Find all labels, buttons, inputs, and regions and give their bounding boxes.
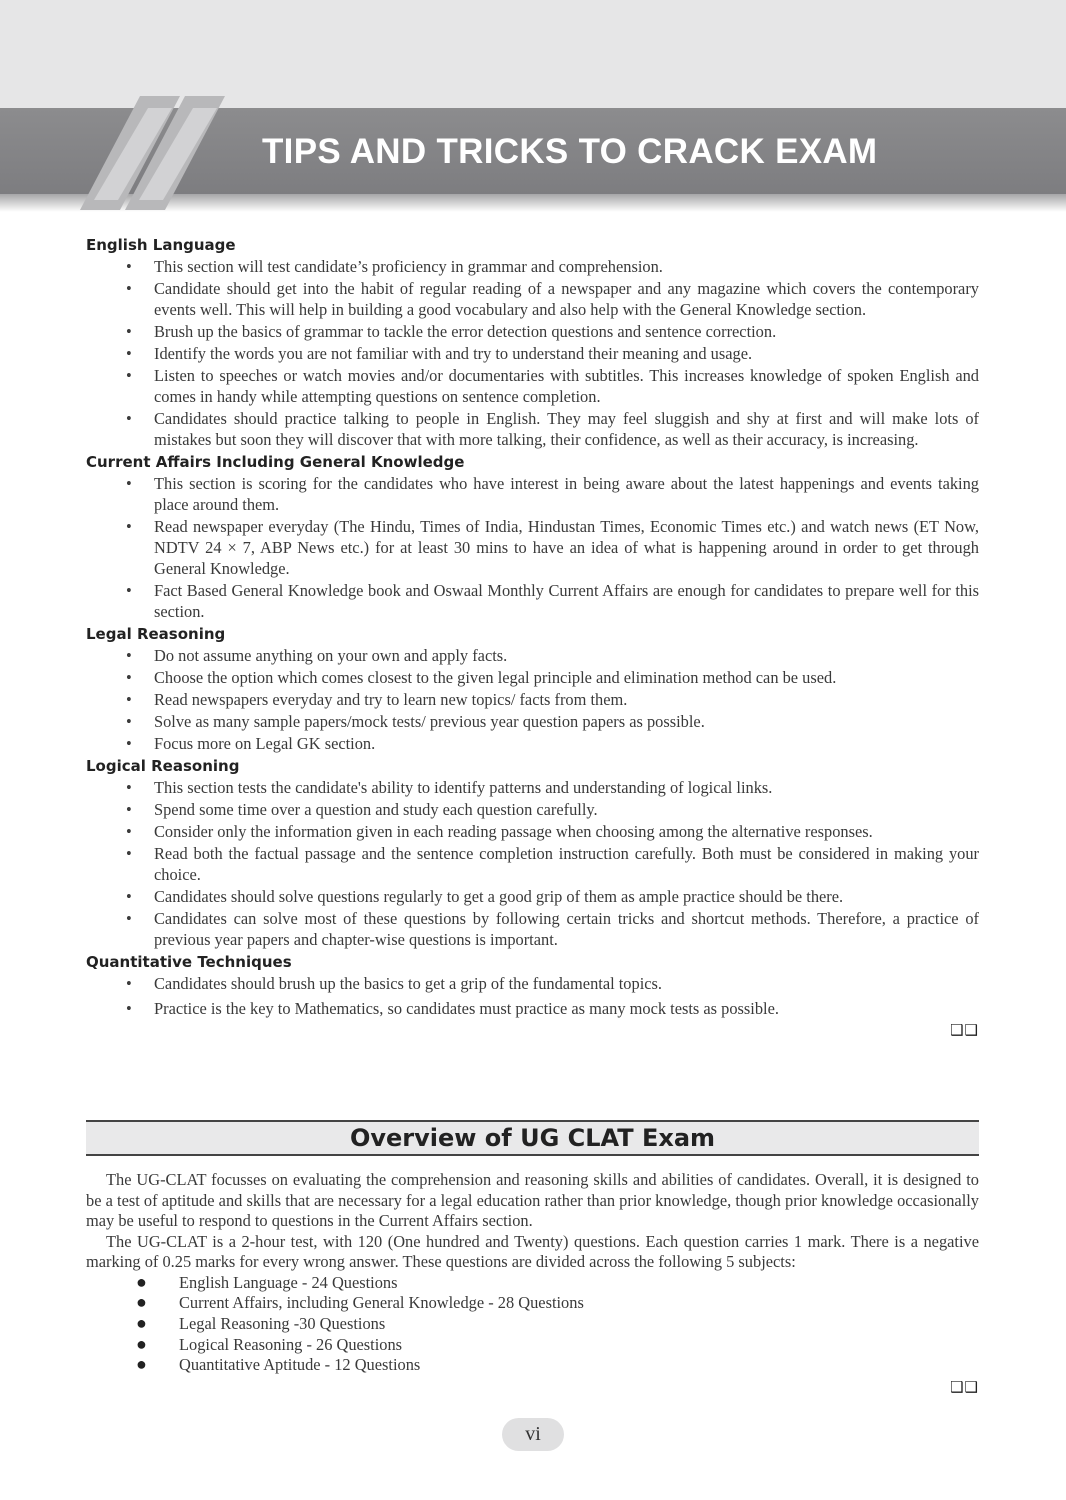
bullet-icon: • (126, 778, 132, 797)
subject-text: Logical Reasoning - 26 Questions (179, 1334, 403, 1354)
bullet-text: Do not assume anything on your own and apply facts. (154, 646, 508, 665)
bullet-icon: • (126, 366, 132, 385)
section-logical-reasoning (86, 755, 979, 950)
subject-text: Quantitative Aptitude - 12 Questions (179, 1355, 421, 1375)
section-current-affairs (86, 451, 979, 622)
bullet-text: Brush up the basics of grammar to tackle the error detection questions and sentence correction. (154, 322, 777, 341)
bullet-text: Fact Based General Knowledge book and Oswaal Monthly Current Affairs are enough for candidates to prepare well for this section. (154, 581, 979, 621)
list-item (86, 843, 979, 885)
bullet-text: Candidates should solve questions regularly to get a good grip of them as ample practice should be there. (154, 887, 844, 906)
list-item (86, 799, 979, 820)
bullet-icon: • (126, 800, 132, 819)
subject-text: Current Affairs, including General Knowledge - 28 Questions (179, 1293, 584, 1313)
list-item (86, 886, 979, 907)
list-item (86, 365, 979, 407)
section-heading: Quantitative Techniques (86, 953, 292, 971)
bullet-icon: ● (136, 1312, 147, 1333)
section-heading: Current Affairs Including General Knowledge (86, 453, 465, 471)
overview-paragraph: The UG-CLAT is a 2-hour test, with 120 (One hundred and Twenty) questions. Each question carries 1 mark. There is a negative marking of 0.25 marks for every wrong answer. These questions are divided across the following 5 subjects: (86, 1231, 979, 1271)
bullet-icon: ● (136, 1354, 147, 1375)
list-item (86, 343, 979, 364)
bullet-icon: • (126, 646, 132, 665)
bullet-text: Read newspaper everyday (The Hindu, Times of India, Hindustan Times, Economic Times etc.) and watch news (ET Now, NDTV 24 × 7, ABP News etc.) for at least 30 mins to have an idea of what is happening around in order to get through General Knowledge. (154, 517, 979, 578)
section-end-mark-icon: ❑❑ (950, 1021, 979, 1039)
bullet-icon: • (126, 999, 132, 1018)
bullet-text: Candidates should brush up the basics to get a grip of the fundamental topics. (154, 974, 663, 993)
list-item (86, 408, 979, 450)
section-quantitative (86, 951, 979, 1019)
bullet-text: Identify the words you are not familiar with and try to understand their meaning and usage. (154, 344, 753, 363)
bullet-icon: • (126, 734, 132, 753)
bullet-icon: • (126, 322, 132, 341)
subject-text: English Language - 24 Questions (179, 1272, 398, 1292)
list-item (86, 733, 979, 754)
bullet-text: This section tests the candidate's ability to identify patterns and understanding of logical links. (154, 778, 773, 797)
list-item (86, 667, 979, 688)
overview-title: Overview of UG CLAT Exam (349, 1124, 716, 1152)
subject-item (86, 1273, 979, 1294)
bullet-icon: • (126, 887, 132, 906)
section-end-mark-icon: ❑❑ (950, 1378, 979, 1397)
bullet-icon: ● (136, 1333, 147, 1354)
top-band (0, 0, 1066, 108)
bullet-icon: • (126, 581, 132, 600)
bullet-icon: • (126, 279, 132, 298)
bullet-icon: • (126, 474, 132, 493)
bullet-text: Candidate should get into the habit of regular reading of a newspaper and any magazine which covers the contemporary events well. This will help in building a good vocabulary and also help with the General Knowledge section. (154, 279, 979, 319)
bullet-text: Read both the factual passage and the sentence completion instruction carefully. Both must be considered in making your choice. (154, 844, 979, 884)
bullet-text: This section will test candidate’s proficiency in grammar and comprehension. (154, 257, 663, 276)
bullet-icon: • (126, 712, 132, 731)
section-legal-reasoning (86, 623, 979, 754)
page-number: vi (502, 1418, 564, 1451)
list-item (86, 777, 979, 798)
section-heading: Logical Reasoning (86, 757, 240, 775)
bullet-icon: • (126, 690, 132, 709)
bullet-icon: • (126, 844, 132, 863)
bullet-icon: • (126, 517, 132, 536)
list-item (86, 908, 979, 950)
subject-item (86, 1335, 979, 1356)
bullet-icon: • (126, 909, 132, 928)
bullet-icon: ● (136, 1271, 147, 1292)
bullet-text: This section is scoring for the candidates who have interest in being aware about the latest happenings and events taking place around them. (154, 474, 979, 514)
bullet-icon: • (126, 668, 132, 687)
bullet-text: Candidates should practice talking to people in English. They may feel sluggish and shy at first and will make lots of mistakes but soon they will discover that with more talking, their confidence, as well as their accuracy, is increasing. (154, 409, 979, 449)
subject-item (86, 1355, 979, 1376)
subject-text: Legal Reasoning -30 Questions (179, 1313, 386, 1333)
bullet-text: Spend some time over a question and study each question carefully. (154, 800, 598, 819)
bullet-text: Solve as many sample papers/mock tests/ previous year question papers as possible. (154, 712, 705, 731)
subject-item (86, 1314, 979, 1335)
section-heading: English Language (86, 236, 236, 254)
section-heading: Legal Reasoning (86, 625, 226, 643)
bullet-text: Practice is the key to Mathematics, so candidates must practice as many mock tests as possible. (154, 999, 779, 1018)
list-item (86, 821, 979, 842)
overview-paragraph: The UG-CLAT focusses on evaluating the comprehension and reasoning skills and abilities of candidates. Overall, it is designed to be a test of aptitude and skills that are necessary for a legal education rather than prior knowledge, though prior knowledge occasionally may be useful to respond to questions in the Current Affairs section. (86, 1170, 979, 1230)
bullet-icon: • (126, 257, 132, 276)
list-item (86, 516, 979, 579)
bullet-text: Focus more on Legal GK section. (154, 734, 376, 753)
list-item (86, 278, 979, 320)
list-item (86, 256, 979, 277)
bullet-icon: • (126, 822, 132, 841)
bullet-text: Choose the option which comes closest to the given legal principle and elimination method can be used. (154, 668, 837, 687)
bullet-text: Read newspapers everyday and try to learn new topics/ facts from them. (154, 690, 628, 709)
section-english (86, 234, 979, 450)
subject-item (86, 1293, 979, 1314)
list-item (86, 473, 979, 515)
bullet-text: Listen to speeches or watch movies and/or documentaries with subtitles. This increases knowledge of spoken English and comes in handy while attempting questions on sentence completion. (154, 366, 979, 406)
banner-title: TIPS AND TRICKS TO CRACK EXAM (262, 132, 878, 171)
tips-content (86, 234, 979, 1039)
bullet-icon: • (126, 974, 132, 993)
list-item (86, 711, 979, 732)
bullet-text: Candidates can solve most of these questions by following certain tricks and shortcut methods. Therefore, a practice of previous year papers and chapter-wise questions is important. (154, 909, 979, 949)
list-item (86, 321, 979, 342)
list-item (86, 998, 979, 1019)
overview-content (86, 1170, 979, 1396)
list-item (86, 645, 979, 666)
double-slash-decoration (80, 96, 240, 210)
bullet-icon: • (126, 344, 132, 363)
bullet-icon: ● (136, 1292, 147, 1313)
bullet-text: Consider only the information given in each reading passage when choosing among the alternative responses. (154, 822, 873, 841)
list-item (86, 689, 979, 710)
overview-title-box (86, 1120, 979, 1156)
list-item (86, 580, 979, 622)
list-item (86, 973, 979, 994)
bullet-icon: • (126, 409, 132, 428)
